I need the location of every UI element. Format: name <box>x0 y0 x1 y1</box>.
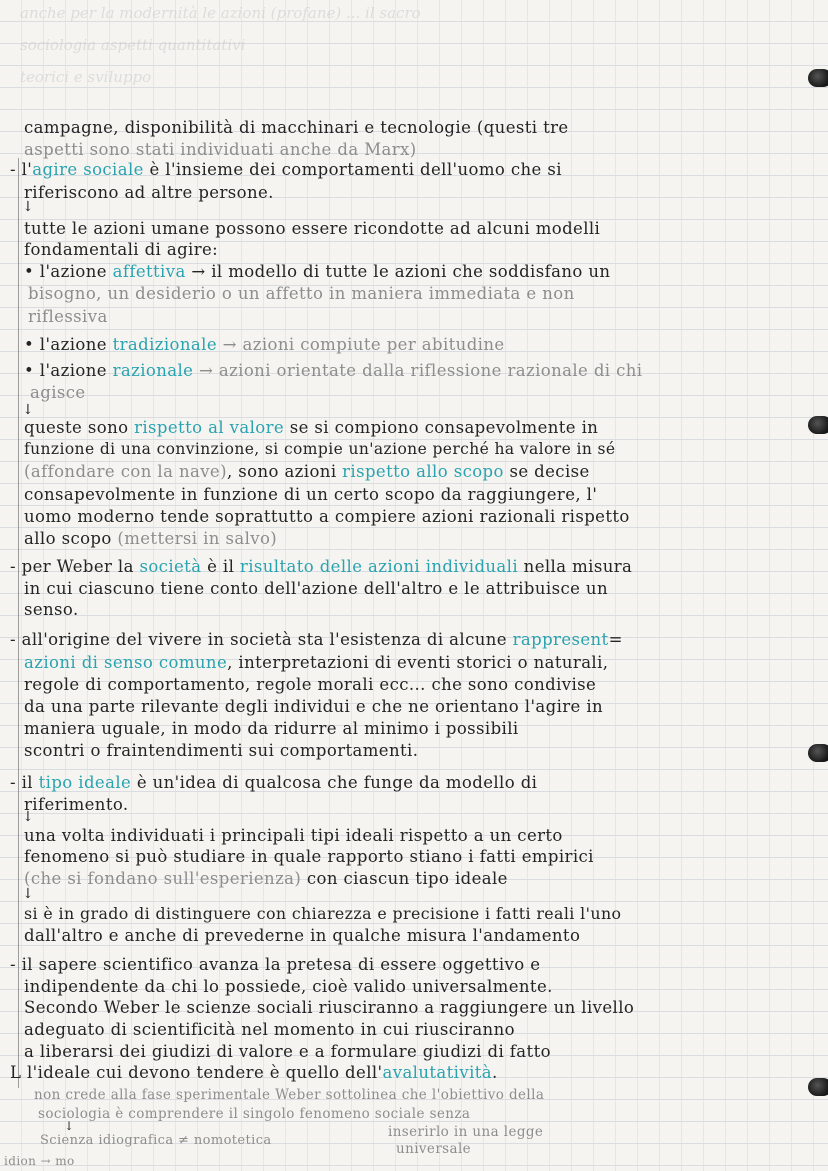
side-note: universale <box>396 1141 472 1157</box>
note-line <box>24 653 608 672</box>
side-note <box>40 1133 272 1148</box>
note-line: una volta individuati i principali tipi ideali rispetto a un certo <box>24 826 563 845</box>
text-span: , interpretazioni di eventi storici o naturali, <box>227 653 609 672</box>
note-line <box>10 630 623 649</box>
note-line <box>24 418 598 437</box>
note-line <box>10 160 562 179</box>
example-note: (che si fondano sull'esperienza) <box>24 869 302 888</box>
note-line: in cui ciascuno tiene conto dell'azione dell'altro e le attribuisce un <box>24 579 608 598</box>
text-span: , sono azioni <box>226 462 343 481</box>
down-arrow-icon: ↓ <box>22 809 34 825</box>
text-span: Scienza idiografica <box>40 1133 174 1148</box>
note-line <box>10 1063 498 1082</box>
text-span: - per Weber la <box>10 557 140 576</box>
note-line: fenomeno si può studiare in quale rapporto stiano i fatti empirici <box>24 847 594 866</box>
note-line: riflessiva <box>28 307 108 326</box>
note-line: adeguato di scientificità nel momento in cui riusciranno <box>24 1020 515 1039</box>
text-span: con ciascun tipo ideale <box>301 869 508 888</box>
highlight-term: tradizionale <box>112 335 217 354</box>
note-line: Secondo Weber le scienze sociali riusciranno a raggiungere un livello <box>24 998 635 1017</box>
note-line: - il sapere scientifico avanza la pretesa di essere oggettivo e <box>10 955 541 974</box>
binder-ring-icon <box>808 416 828 434</box>
note-line: aspetti sono stati individuati anche da Marx) <box>24 140 417 159</box>
text-span: è un'idea di qualcosa che funge da modello di <box>131 773 538 792</box>
side-note: inserirlo in una legge <box>388 1124 544 1140</box>
highlight-term: avalutatività <box>382 1063 493 1082</box>
text-span: → il modello di tutte le azioni che soddisfano un <box>185 262 611 281</box>
margin-line <box>18 158 19 1088</box>
note-line <box>24 462 590 481</box>
text-span: è l'insieme dei comportamenti dell'uomo che si <box>143 160 562 179</box>
text-span: ≠ <box>173 1133 194 1148</box>
down-arrow-icon: ↓ <box>64 1119 75 1133</box>
note-line: fondamentali di agire: <box>24 240 219 259</box>
bleed-through-text: sociologia aspetti quantitativi <box>20 36 246 54</box>
text-span: se si compiono consapevolmente in <box>284 418 599 437</box>
note-line: regole di comportamento, regole morali ecc... che sono condivise <box>24 675 597 694</box>
highlight-term: società <box>139 557 202 576</box>
highlight-term: rispetto al valore <box>134 418 285 437</box>
text-span: nella misura <box>518 557 633 576</box>
note-line <box>24 869 508 888</box>
down-arrow-icon: ↓ <box>22 402 34 418</box>
note-line: dall'altro e anche di prevederne in qualche misura l'andamento <box>24 926 581 945</box>
down-arrow-icon: ↓ <box>22 886 34 902</box>
note-line <box>10 557 632 576</box>
side-note: idion → mo <box>4 1154 75 1168</box>
note-line: consapevolmente in funzione di un certo scopo da raggiungere, l' <box>24 485 598 504</box>
bleed-through-text: teorici e sviluppo <box>20 68 152 86</box>
text-span: → azioni compiute per abitudine <box>216 335 505 354</box>
note-line: indipendente da chi lo possiede, cioè valido universalmente. <box>24 977 553 996</box>
bleed-through-text: anche per la modernità le azioni (profane) ... il sacro <box>20 4 421 22</box>
text-span: allo scopo <box>24 529 118 548</box>
note-line: riferimento. <box>24 795 129 814</box>
bullet-dash: - l' <box>10 160 33 179</box>
highlight-term: tipo ideale <box>38 773 132 792</box>
note-line: scontri o fraintendimenti sui comportamenti. <box>24 741 419 760</box>
note-line <box>24 335 505 354</box>
text-span: • l'azione <box>24 335 113 354</box>
note-line: uomo moderno tende soprattutto a compiere azioni razionali rispetto <box>24 507 630 526</box>
binder-ring-icon <box>808 1078 828 1096</box>
text-span: nomotetica <box>193 1133 272 1148</box>
binder-ring-icon <box>808 69 828 87</box>
example-note: (affondare con la nave) <box>24 462 227 481</box>
note-line: tutte le azioni umane possono essere ricondotte ad alcuni modelli <box>24 219 601 238</box>
note-line: maniera uguale, in modo da ridurre al minimo i possibili <box>24 719 519 738</box>
text-span: • l'azione <box>24 361 113 380</box>
text-span: → azioni orientate dalla riflessione razionale di chi <box>193 361 643 380</box>
note-line <box>24 361 642 380</box>
side-note: sociologia è comprendere il singolo fenomeno sociale senza <box>38 1106 471 1122</box>
binder-ring-icon <box>808 744 828 762</box>
text-span: = <box>608 630 623 649</box>
highlight-term: rappresent <box>512 630 609 649</box>
text-span: . <box>492 1063 498 1082</box>
highlight-term: agire sociale <box>32 160 144 179</box>
note-line: riferiscono ad altre persone. <box>24 183 274 202</box>
text-span: - all'origine del vivere in società sta l'esistenza di alcune <box>10 630 513 649</box>
note-line <box>24 529 277 548</box>
text-span: queste sono <box>24 418 135 437</box>
text-span: è il <box>201 557 240 576</box>
text-span: L l'ideale cui devono tendere è quello dell' <box>10 1063 383 1082</box>
note-line: campagne, disponibilità di macchinari e tecnologie (questi tre <box>24 118 569 137</box>
text-span: - il <box>10 773 39 792</box>
highlight-term: risultato delle azioni individuali <box>239 557 519 576</box>
example-note: (mettersi in salvo) <box>117 529 278 548</box>
note-line <box>10 773 537 792</box>
text-span: se decise <box>503 462 590 481</box>
note-line: si è in grado di distinguere con chiarezza e precisione i fatti reali l'uno <box>24 904 622 923</box>
text-span: • l'azione <box>24 262 113 281</box>
note-line <box>24 262 610 281</box>
note-line: bisogno, un desiderio o un affetto in maniera immediata e non <box>28 284 575 303</box>
note-line: agisce <box>30 383 86 402</box>
highlight-term: razionale <box>112 361 194 380</box>
highlight-term: affettiva <box>112 262 186 281</box>
side-note: non crede alla fase sperimentale Weber sottolinea che l'obiettivo della <box>34 1087 545 1103</box>
down-arrow-icon: ↓ <box>22 199 34 215</box>
note-line: a liberarsi dei giudizi di valore e a formulare giudizi di fatto <box>24 1042 551 1061</box>
note-line: funzione di una convinzione, si compie un'azione perché ha valore in sé <box>24 440 616 458</box>
highlight-term: rispetto allo scopo <box>342 462 504 481</box>
note-line: senso. <box>24 600 79 619</box>
highlight-term: azioni di senso comune <box>24 653 228 672</box>
note-line: da una parte rilevante degli individui e che ne orientano l'agire in <box>24 697 604 716</box>
